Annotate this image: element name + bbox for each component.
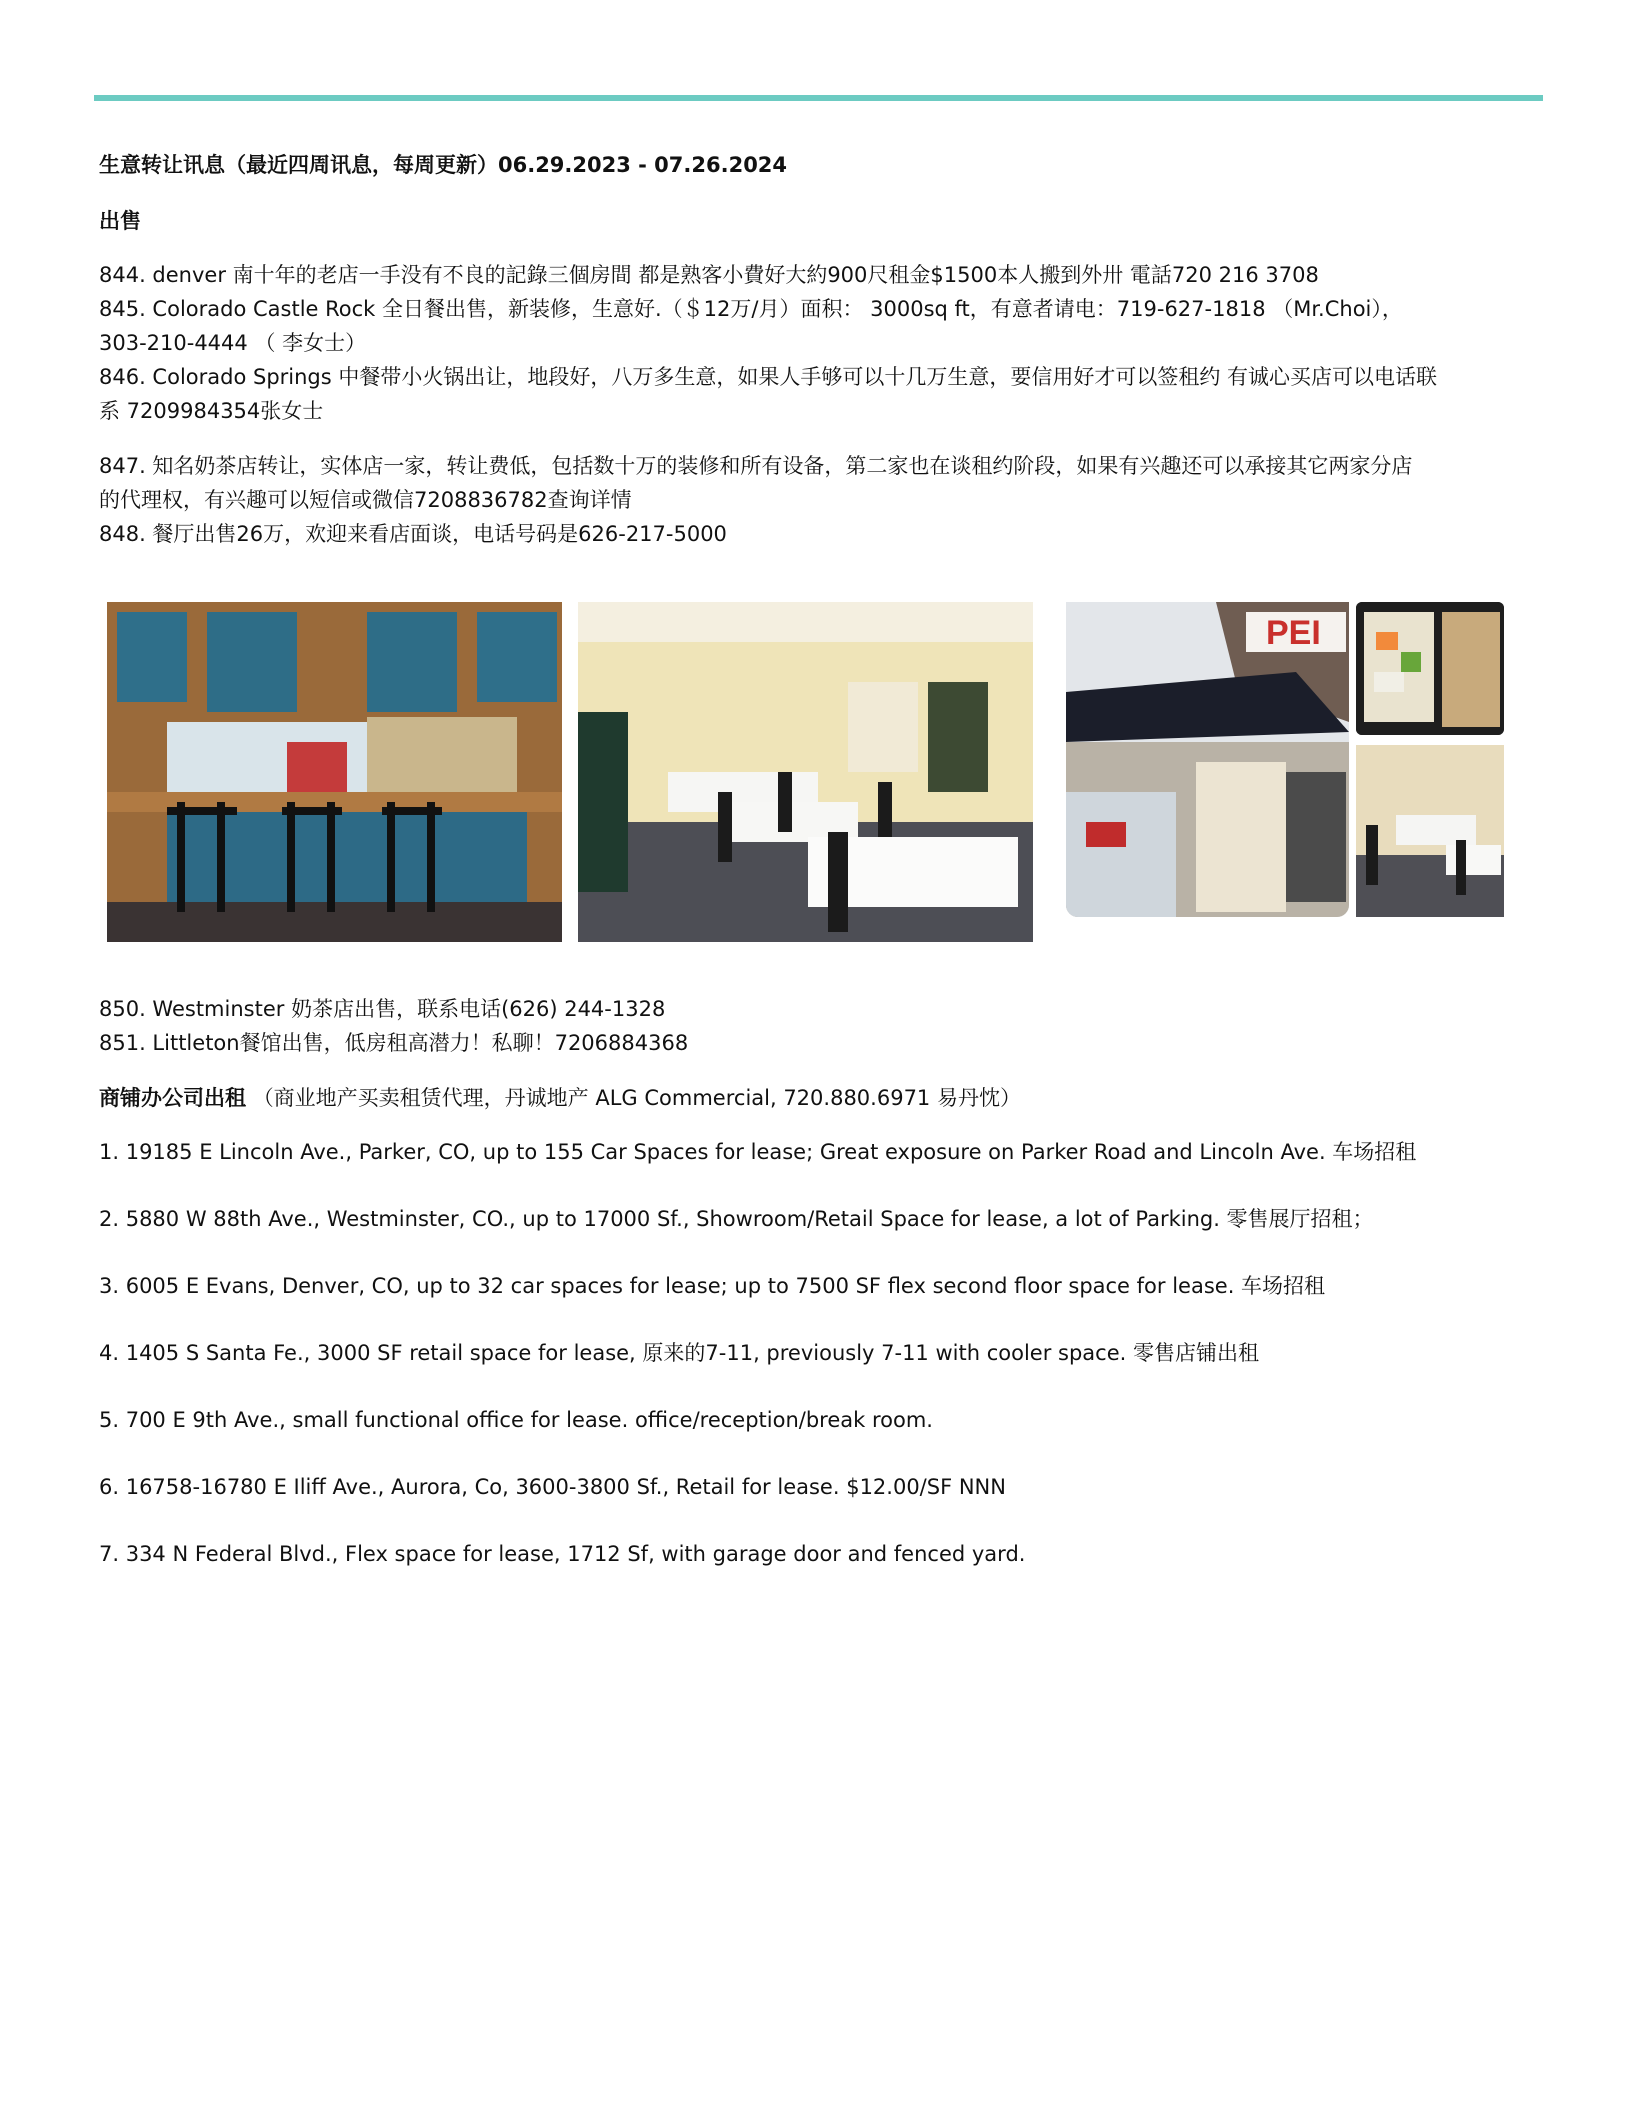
interior-photo — [1356, 745, 1504, 917]
storefront-photo — [1066, 602, 1349, 917]
lease-heading-title: 商铺办公司出租 — [99, 1086, 246, 1110]
sale-list-2 — [99, 449, 1529, 551]
sale-list-1 — [99, 258, 1529, 428]
restaurant-photos — [0, 602, 1634, 942]
lease-item: 6. 16758-16780 E Iliff Ave., Aurora, Co, 3600-3800 Sf., Retail for lease. $12.00/SF NNN — [99, 1475, 1006, 1499]
sale-item: 850. Westminster 奶茶店出售，联系电话(626) 244-1328 — [99, 997, 666, 1021]
sale-item: 851. Littleton餐馆出售，低房租高潜力！私聊！7206884368 — [99, 1031, 689, 1055]
sale-item: 848. 餐厅出售26万，欢迎来看店面谈，电话号码是626-217-5000 — [99, 522, 727, 546]
sale-heading: 出售 — [99, 209, 141, 233]
food-photo — [1356, 602, 1504, 735]
document-body-continued — [99, 992, 1529, 1604]
lease-item: 4. 1405 S Santa Fe., 3000 SF retail space for lease, 原来的7-11, previously 7-11 with cooler space. 零售店铺出租 — [99, 1341, 1259, 1365]
lease-list — [99, 1135, 1529, 1571]
lease-item: 3. 6005 E Evans, Denver, CO, up to 32 car spaces for lease; up to 7500 SF flex second floor space for lease. 车场招租 — [99, 1274, 1326, 1298]
sale-item: 的代理权，有兴趣可以短信或微信7208836782查询详情 — [99, 488, 632, 512]
bar-counter-photo — [107, 602, 562, 942]
sale-item: 303-210-4444 （ 李女士） — [99, 331, 367, 355]
storefront-sign-text: PEI — [1266, 614, 1321, 652]
lease-item: 7. 334 N Federal Blvd., Flex space for lease, 1712 Sf, with garage door and fenced yard. — [99, 1542, 1026, 1566]
page-title: 生意转让讯息（最近四周讯息，每周更新）06.29.2023 - 07.26.2024 — [99, 153, 788, 177]
sale-item: 系 7209984354张女士 — [99, 399, 324, 423]
lease-item: 2. 5880 W 88th Ave., Westminster, CO., up to 17000 Sf., Showroom/Retail Space for lease, a lot of Parking. 零售展厅招租； — [99, 1207, 1374, 1231]
sale-item: 845. Colorado Castle Rock 全日餐出售，新装修，生意好.（＄12万/月）面积： 3000sq ft，有意者请电：719-627-1818 （Mr.Choi）， — [99, 297, 1403, 321]
lease-heading — [99, 1081, 1529, 1115]
sale-list-3 — [99, 992, 1529, 1060]
dining-room-photo — [578, 602, 1033, 942]
sale-item: 846. Colorado Springs 中餐带小火锅出让，地段好，八万多生意，如果人手够可以十几万生意，要信用好才可以签租约 有诚心买店可以电话联 — [99, 365, 1438, 389]
sale-item: 844. denver 南十年的老店一手没有不良的記錄三個房間 都是熟客小費好大約900尺租金$1500本人搬到外卅 電話720 216 3708 — [99, 263, 1319, 287]
sale-item: 847. 知名奶茶店转让，实体店一家，转让费低，包括数十万的装修和所有设备，第二家也在谈租约阶段，如果有兴趣还可以承接其它两家分店 — [99, 454, 1413, 478]
lease-item: 5. 700 E 9th Ave., small functional office for lease. office/reception/break room. — [99, 1408, 933, 1432]
top-accent-rule — [94, 95, 1543, 101]
lease-item: 1. 19185 E Lincoln Ave., Parker, CO, up to 155 Car Spaces for lease; Great exposure on Parker Road and Lincoln Ave. 车场招租 — [99, 1140, 1417, 1164]
document-body — [99, 148, 1529, 551]
lease-heading-note: （商业地产买卖租赁代理，丹诚地产 ALG Commercial, 720.880.6971 易丹忱） — [252, 1086, 1021, 1110]
